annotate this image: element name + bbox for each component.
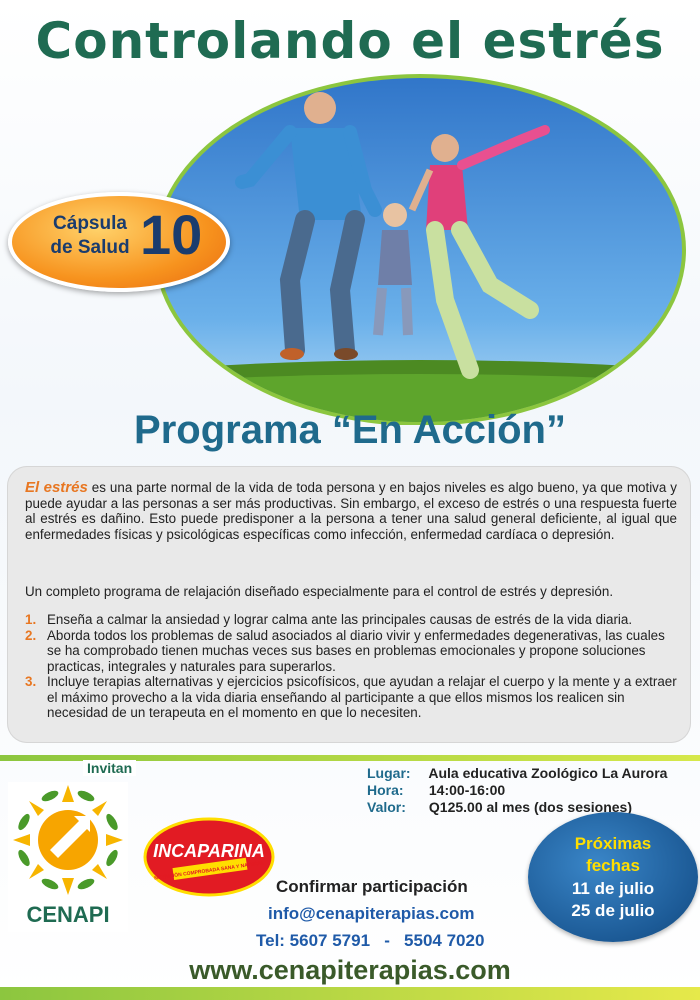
lugar-label: Lugar:	[367, 765, 411, 781]
website-link[interactable]: www.cenapiterapias.com	[189, 955, 511, 985]
list-number: 3.	[25, 674, 37, 689]
event-info	[367, 765, 667, 816]
lugar-row	[367, 765, 667, 782]
cenapi-name: CENAPI	[26, 902, 110, 927]
list-text: Incluye terapias alternativas y ejercicios psicofísicos, que ayudan a relajar el cuerpo y la mente y a extraer el máximo provecho a la vida diaria enseñando al participante a que ellos mismos los realicen sin necesidad de un terapeuta en el momento en que lo necesiten.	[47, 674, 677, 720]
hora-value: 14:00-16:00	[428, 782, 506, 798]
badge-number: 10	[140, 203, 203, 266]
program-description: Un completo programa de relajación diseñado especialmente para el control de estrés y depresión.	[25, 584, 614, 599]
hora-label: Hora:	[367, 782, 404, 798]
incaparina-tagline: NUTRICIÓN COMPROBADA SANA Y NATURAL	[153, 860, 265, 882]
estres-highlight: El estrés	[25, 479, 88, 496]
poster-title: Controlando el estrés	[35, 12, 665, 70]
bottom-bar	[0, 987, 700, 1000]
intro-paragraph	[25, 480, 677, 542]
lugar-value: Aula educativa Zoológico La Aurora	[428, 765, 668, 781]
list-item	[25, 674, 677, 721]
list-number: 2.	[25, 627, 37, 643]
valor-value: Q125.00 al mes (dos sesiones)	[428, 799, 632, 815]
valor-label: Valor:	[367, 799, 406, 815]
fechas-label2: fechas	[586, 856, 640, 875]
proximas-fechas-badge	[528, 812, 698, 942]
sun-logo-icon	[8, 782, 128, 900]
capsula-badge	[8, 192, 230, 292]
incaparina-logo	[143, 817, 275, 897]
description-panel	[7, 466, 691, 743]
list-text: Enseña a calmar la ansiedad y lograr calma ante las principales causas de estrés de la vida diaria.	[47, 612, 633, 627]
badge-line1: Cápsula	[53, 213, 127, 234]
hora-row	[367, 782, 667, 799]
badge-line2: de Salud	[50, 237, 130, 258]
cenapi-logo	[8, 782, 128, 932]
list-item	[25, 612, 677, 628]
list-item	[25, 628, 677, 675]
program-title: Programa “En Acción”	[134, 408, 566, 452]
fecha-2: 25 de julio	[571, 901, 655, 920]
email-link[interactable]: info@cenapiterapias.com	[268, 904, 475, 923]
benefits-list	[25, 612, 677, 721]
incaparina-name: INCAPARINA	[153, 841, 265, 861]
fecha-1: 11 de julio	[571, 879, 655, 898]
list-text: Aborda todos los problemas de salud asociados al diario vivir y enfermedades degenerativas, las cuales se ha comprobado tienen muchas veces sus bases en problemas emocionales y propone soluciones practicas, integrales y naturales para superarlos.	[47, 627, 665, 674]
invitan-label: Invitan	[83, 760, 136, 776]
phone-numbers: Tel: 5607 5791 - 5504 7020	[256, 931, 485, 950]
confirm-label: Confirmar participación	[276, 877, 468, 896]
intro-text: es una parte normal de la vida de toda persona y en bajos niveles es algo bueno, ya que motiva y puede ayudar a las personas a ser más productivas. Sin embargo, el exceso de estrés o una respuesta fuerte al estrés es dañino. Esto puede predisponer a la persona a tener una salud general deficiente, al igual que enfermedades físicas y psicológicas específicas como infección, enfermedad cardíaca o depresión.	[25, 480, 677, 542]
hero-photo	[150, 70, 690, 425]
list-number: 1.	[25, 612, 37, 627]
badge-label	[40, 212, 140, 260]
fechas-label1: Próximas	[574, 834, 652, 853]
